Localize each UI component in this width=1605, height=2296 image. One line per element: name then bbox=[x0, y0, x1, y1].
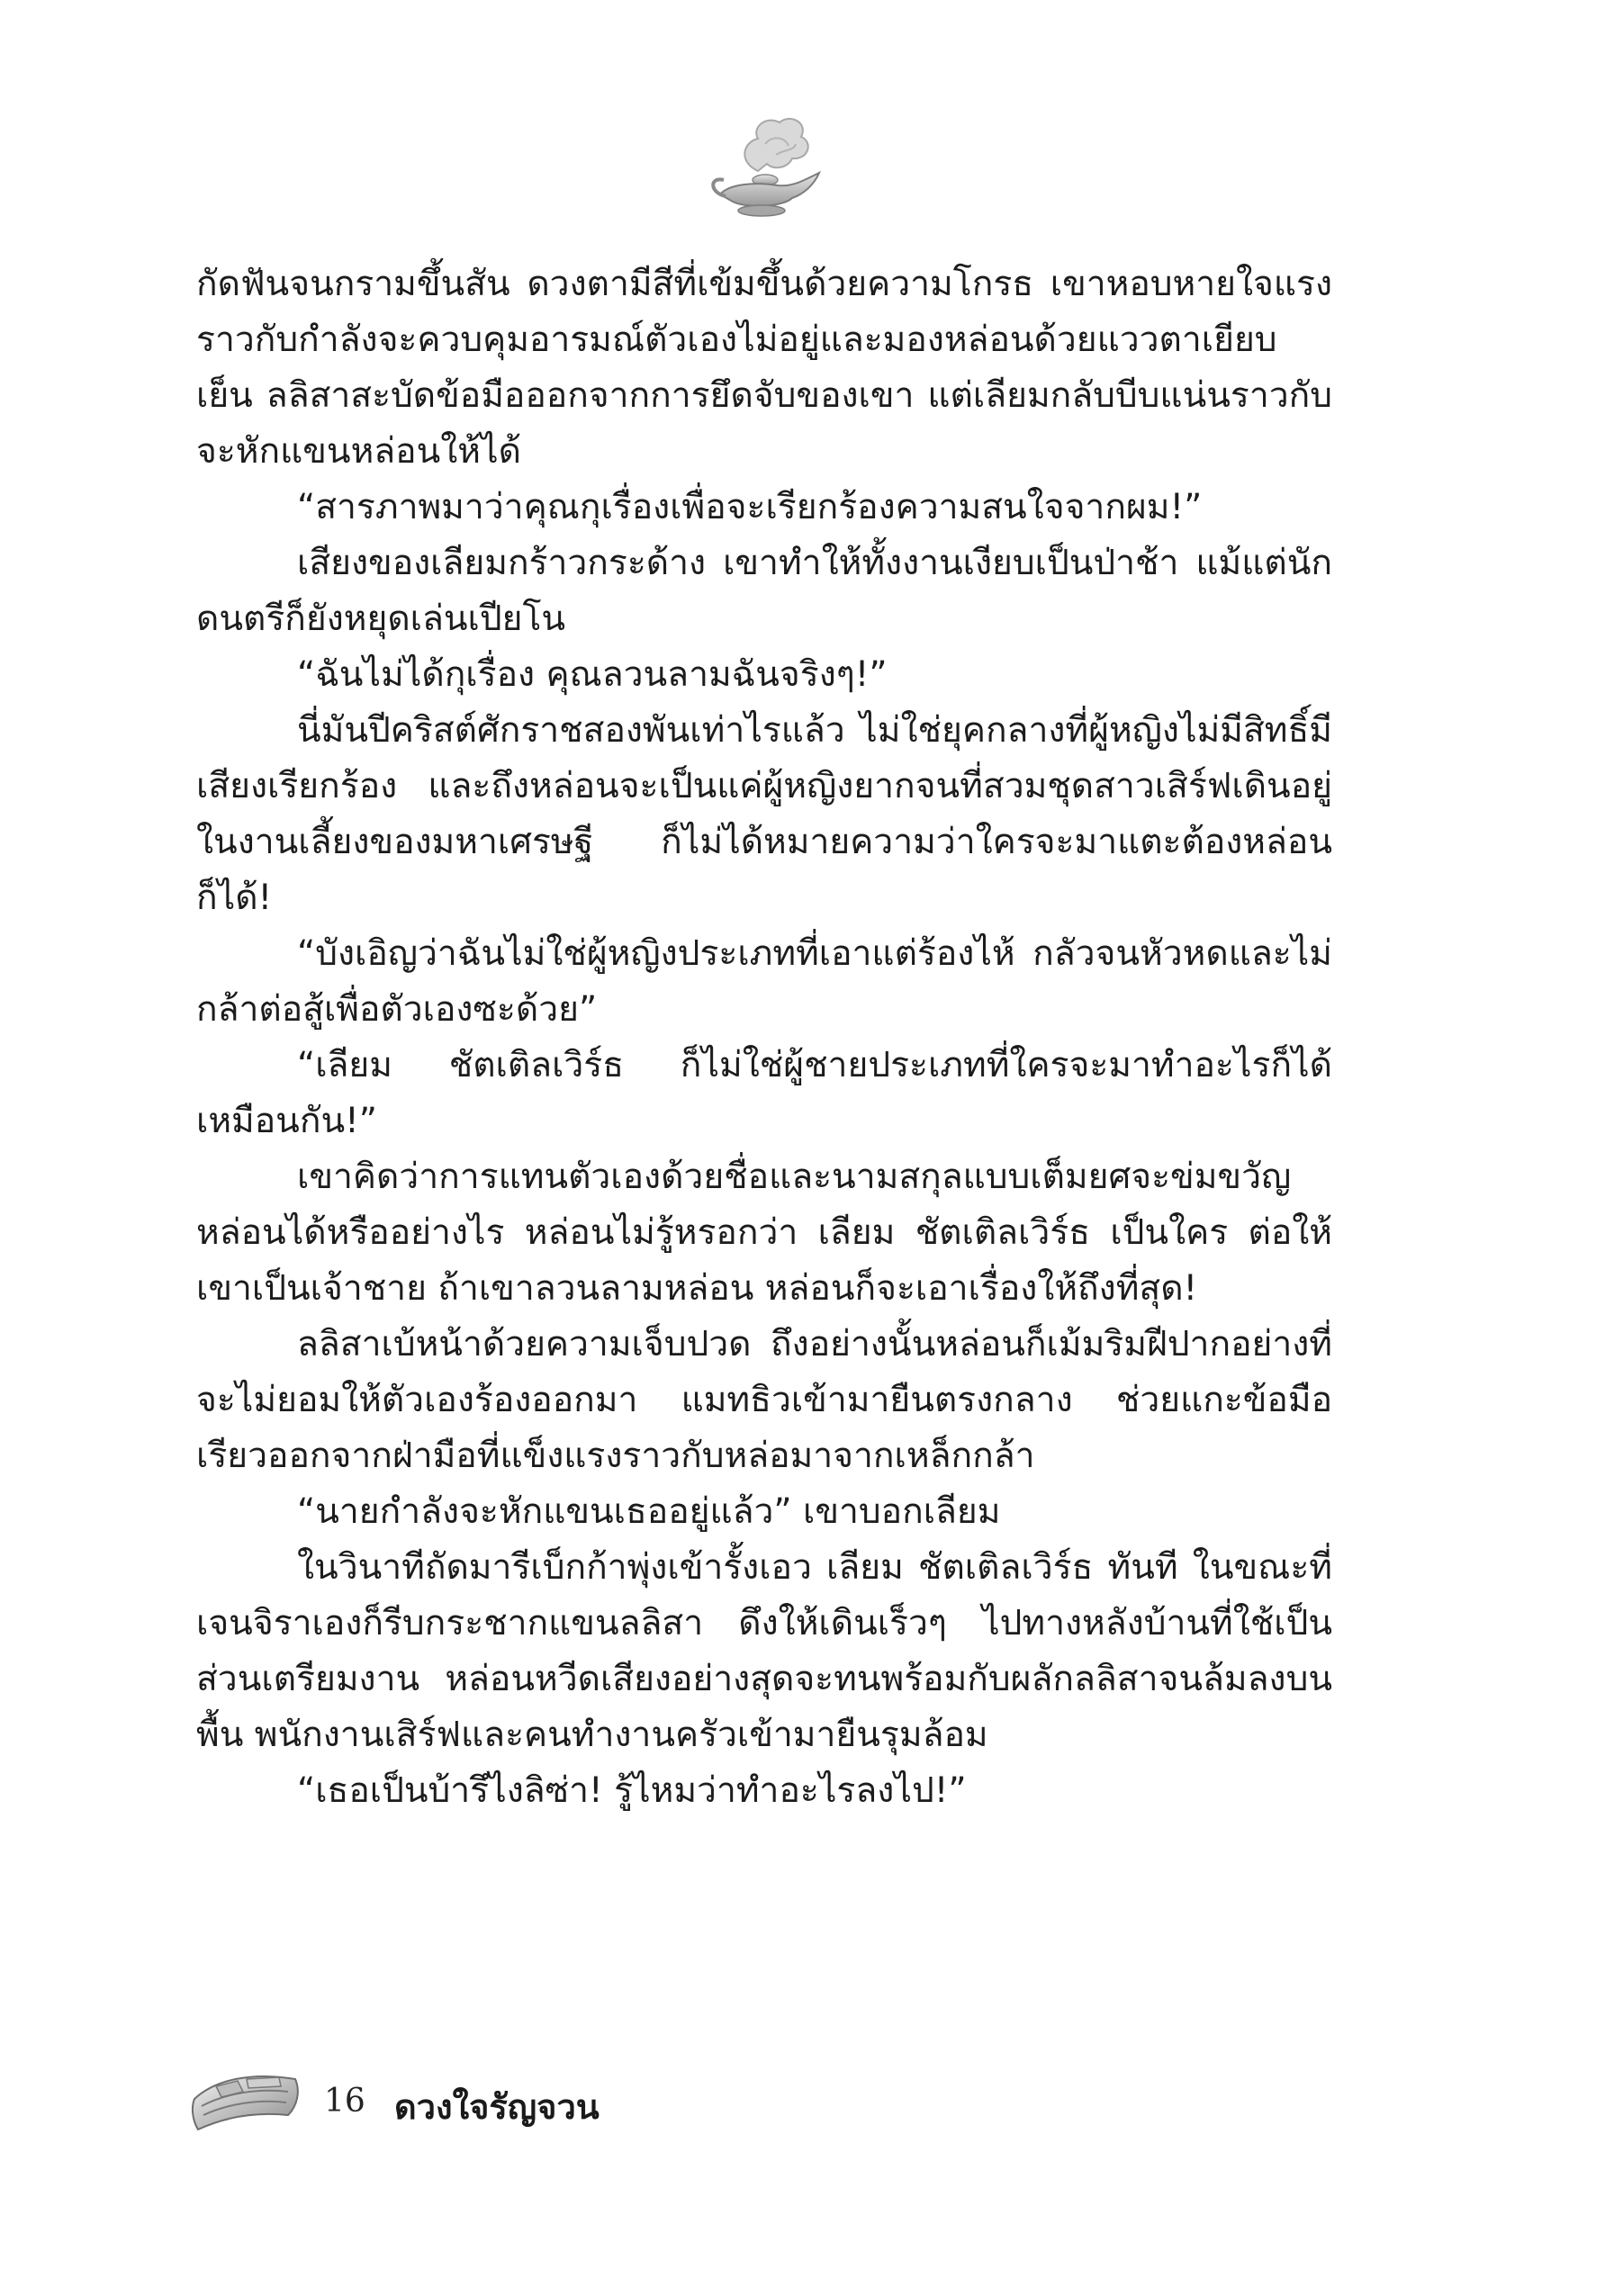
page-footer bbox=[189, 2052, 819, 2160]
paragraph: “สารภาพมาว่าคุณกุเรื่องเพื่อจะเรียกร้องความสนใจจากผม!” bbox=[297, 487, 1203, 527]
body-text bbox=[196, 257, 1332, 1819]
paragraph: ในวินาทีถัดมารีเบ็กก้าพุ่งเข้ารั้งเอว เลียม ชัตเติลเวิร์ธ ทันที ในขณะที่เจนจิราเองก็รีบกระชากแขนลลิสา ดึงให้เดินเร็วๆ ไปทางหลังบ้านที่ใช้เป็นส่วนเตรียมงาน หล่อนหวีดเสียงอย่างสุดจะทนพร้อมกับผลักลลิสาจนล้มลงบนพื้น พนักงานเสิร์ฟและคนทำงานครัวเข้ามายืนรุมล้อม bbox=[196, 1547, 1332, 1755]
paragraph: กัดฟันจนกรามขึ้นสัน ดวงตามีสีที่เข้มขึ้นด้วยความโกรธ เขาหอบหายใจแรงราวกับกำลังจะควบคุมอารมณ์ตัวเองไม่อยู่และมองหล่อนด้วยแววตาเยียบเย็น ลลิสาสะบัดข้อมือออกจากการยึดจับของเขา แต่เลียมกลับบีบแน่นราวกับจะหักแขนหล่อนให้ได้ bbox=[196, 264, 1332, 472]
book-title: ดวงใจรัญจวน bbox=[394, 2087, 600, 2127]
paragraph: เสียงของเลียมกร้าวกระด้าง เขาทำให้ทั้งงานเงียบเป็นป่าช้า แม้แต่นักดนตรีก็ยังหยุดเล่นเปียโน bbox=[196, 543, 1332, 639]
paragraph: “เธอเป็นบ้ารึไงลิซ่า! รู้ไหมว่าทำอะไรลงไป!” bbox=[297, 1770, 967, 1811]
newspaper-icon bbox=[189, 2052, 306, 2142]
paragraph: “บังเอิญว่าฉันไม่ใช่ผู้หญิงประเภทที่เอาแต่ร้องไห้ กลัวจนหัวหดและไม่กล้าต่อสู้เพื่อตัวเองซะด้วย” bbox=[196, 933, 1332, 1030]
paragraph: “นายกำลังจะหักแขนเธออยู่แล้ว” เขาบอกเลียม bbox=[297, 1491, 1001, 1532]
paragraph: “เลียม ชัตเติลเวิร์ธ ก็ไม่ใช่ผู้ชายประเภทที่ใครจะมาทำอะไรก็ได้เหมือนกัน!” bbox=[196, 1045, 1332, 1141]
paragraph: ลลิสาเบ้หน้าด้วยความเจ็บปวด ถึงอย่างนั้นหล่อนก็เม้มริมฝีปากอย่างที่จะไม่ยอมให้ตัวเองร้องออกมา แมทธิวเข้ามายืนตรงกลาง ช่วยแกะข้อมือเรียวออกจากฝ่ามือที่แข็งแรงราวกับหล่อมาจากเหล็กกล้า bbox=[196, 1324, 1332, 1476]
paragraph: เขาคิดว่าการแทนตัวเองด้วยชื่อและนามสกุลแบบเต็มยศจะข่มขวัญหล่อนได้หรืออย่างไร หล่อนไม่รู้หรอกว่า เลียม ชัตเติลเวิร์ธ เป็นใคร ต่อให้เขาเป็นเจ้าชาย ถ้าเขาลวนลามหล่อน หล่อนก็จะเอาเรื่องให้ถึงที่สุด! bbox=[196, 1157, 1332, 1309]
page-number: 16 bbox=[324, 2083, 365, 2120]
paragraph: “ฉันไม่ได้กุเรื่อง คุณลวนลามฉันจริงๆ!” bbox=[297, 654, 888, 695]
magic-lamp-icon bbox=[702, 108, 828, 234]
paragraph: นี่มันปีคริสต์ศักราชสองพันเท่าไรแล้ว ไม่ใช่ยุคกลางที่ผู้หญิงไม่มีสิทธิ์มีเสียงเรียกร้อง และถึงหล่อนจะเป็นแค่ผู้หญิงยากจนที่สวมชุดสาวเสิร์ฟเดินอยู่ในงานเลี้ยงของมหาเศรษฐี ก็ไม่ได้หมายความว่าใครจะมาแตะต้องหล่อนก็ได้! bbox=[196, 710, 1332, 918]
